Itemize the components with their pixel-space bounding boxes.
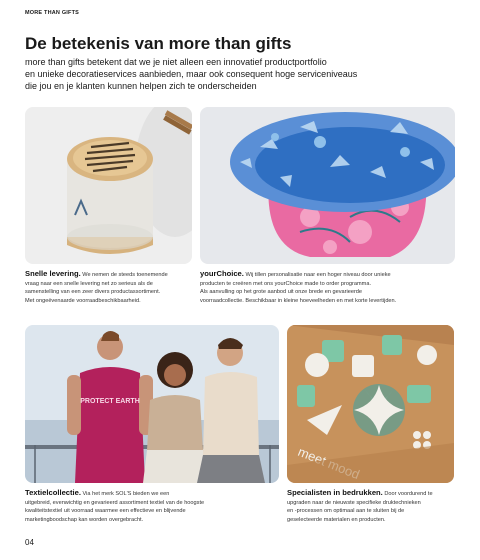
- caption-line: producten te creëren met ons yourChoice made to order programma.: [200, 280, 372, 287]
- caption-line: upgraden naar de nieuwste specifieke druktechnieken: [287, 499, 421, 506]
- section-label: MORE THAN GIFTS: [25, 10, 80, 16]
- intro-line: en unieke decoratieservices aanbieden, maar ook consequent hoge serviceniveaus: [25, 69, 358, 79]
- caption-line: Met ongeëvenaarde voorraadbeschikbaarheid.: [25, 297, 141, 304]
- caption-line: samenstelling van een zeer divers productassortiment.: [25, 289, 161, 296]
- caption-heading: Textielcollectie.: [25, 488, 81, 497]
- caption-line: Door voordurend te: [382, 491, 433, 497]
- intro-line: more than gifts betekent dat we je niet alleen een innovatief productportfolio: [25, 57, 327, 67]
- intro-line: die jou en je klanten kunnen helpen zich te onderscheiden: [25, 81, 257, 91]
- tshirt-print: PROTECT EARTH: [80, 398, 140, 405]
- page-title: De betekenis van more than gifts: [25, 34, 292, 53]
- page-number: 04: [25, 538, 34, 547]
- caption-heading: Specialisten in bedrukken.: [287, 488, 383, 497]
- caption-textile: [25, 489, 285, 524]
- speaker-illustration: [25, 107, 192, 264]
- caption-printing: [287, 489, 459, 524]
- caption-line: marketingboodschap kan worden overgebracht.: [25, 516, 144, 523]
- caption-line: voorraadcollectie. Beschikbaar in kleine hoeveelheden en met korte levertijden.: [200, 297, 397, 304]
- caption-fast-delivery: [25, 270, 195, 305]
- caption-line: uitgebreid, evenwichtig en gevarieerd assortiment textiel van de hoogste: [25, 499, 205, 506]
- textile-illustration: [25, 325, 279, 483]
- textile-photo: [25, 325, 279, 483]
- caption-yourchoice: [200, 270, 455, 305]
- caption-line: Wij tillen personalisatie naar een hoger niveau door unieke: [243, 272, 391, 278]
- caption-line: geselecteerde materialen en producten.: [287, 516, 386, 523]
- caption-line: en -processen om optimaal aan te sluiten bij de: [287, 508, 405, 515]
- speaker-photo: [25, 107, 192, 264]
- caption-line: We nemen de steeds toenemende: [80, 272, 168, 278]
- bucket-hat-photo: [200, 107, 455, 264]
- intro-paragraph: [25, 56, 425, 92]
- caption-line: kwaliteitstextiel uit voorraad waarmee een effectieve en blijvende: [25, 508, 186, 515]
- caption-line: Via het merk SOL'S bieden we een: [81, 491, 170, 497]
- caption-heading: Snelle levering.: [25, 269, 81, 278]
- caption-heading: yourChoice.: [200, 269, 244, 278]
- caption-line: vraag naar een snelle levering net zo serieus als de: [25, 280, 153, 287]
- caption-line: Als aanvulling op het grote aanbod uit onze brede en gevarieerde: [200, 289, 363, 296]
- bucket-hat-illustration: [200, 107, 455, 264]
- printing-photo: [287, 325, 454, 483]
- printing-illustration: [287, 325, 454, 483]
